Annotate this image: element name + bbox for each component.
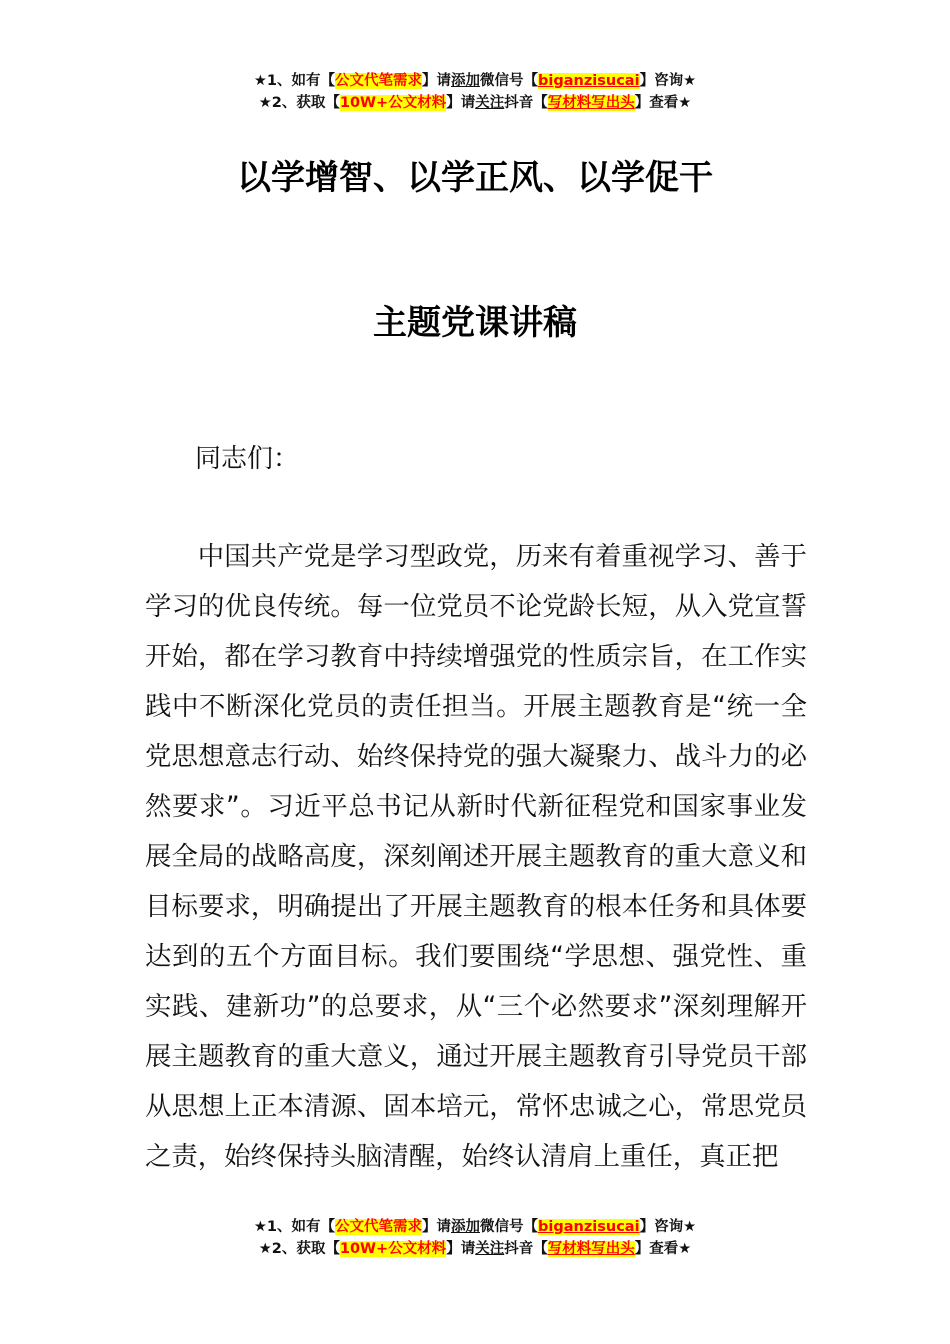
emphasis-follow: 关注 bbox=[475, 1241, 505, 1257]
highlight-materials: 10W+公文材料 bbox=[339, 95, 447, 111]
emphasis-add: 添加 bbox=[451, 73, 481, 89]
emphasis-follow: 关注 bbox=[475, 95, 505, 111]
banner-text: 】咨询★ bbox=[639, 1219, 697, 1235]
emphasis-add: 添加 bbox=[451, 1219, 481, 1235]
douyin-account[interactable]: 写材料写出头 bbox=[547, 95, 635, 111]
highlight-materials: 10W+公文材料 bbox=[339, 1241, 447, 1257]
banner-text: 】请 bbox=[422, 73, 452, 89]
banner-line-1 bbox=[0, 1216, 950, 1238]
banner-text: 】查看★ bbox=[634, 95, 692, 111]
highlight-service: 公文代笔需求 bbox=[335, 1219, 423, 1235]
wechat-id[interactable]: biganzisucai bbox=[538, 1219, 640, 1235]
banner-text: 】咨询★ bbox=[639, 73, 697, 89]
banner-text: ★1、如有【 bbox=[253, 1219, 336, 1235]
banner-text: 抖音【 bbox=[504, 95, 548, 111]
document-subtitle: 主题党课讲稿 bbox=[373, 303, 577, 343]
banner-text: 抖音【 bbox=[504, 1241, 548, 1257]
banner-text: 微信号【 bbox=[480, 73, 539, 89]
banner-line-1 bbox=[0, 70, 950, 92]
footer-banner bbox=[0, 1216, 950, 1260]
banner-line-2 bbox=[0, 92, 950, 114]
banner-text: ★2、获取【 bbox=[258, 95, 340, 111]
banner-text: 】查看★ bbox=[634, 1241, 692, 1257]
banner-text: 】请 bbox=[446, 95, 476, 111]
banner-text: ★1、如有【 bbox=[253, 73, 336, 89]
banner-text: ★2、获取【 bbox=[258, 1241, 340, 1257]
banner-text: 】请 bbox=[446, 1241, 476, 1257]
highlight-service: 公文代笔需求 bbox=[335, 73, 423, 89]
banner-text: 微信号【 bbox=[480, 1219, 539, 1235]
banner-text: 】请 bbox=[422, 1219, 452, 1235]
document-title: 以学增智、以学正风、以学促干 bbox=[237, 158, 713, 198]
salutation: 同志们： bbox=[195, 444, 300, 474]
banner-line-2 bbox=[0, 1238, 950, 1260]
wechat-id[interactable]: biganzisucai bbox=[538, 73, 640, 89]
header-banner bbox=[0, 70, 950, 114]
douyin-account[interactable]: 写材料写出头 bbox=[547, 1241, 635, 1257]
body-paragraph: 中国共产党是学习型政党，历来有着重视学习、善于学习的优良传统。每一位党员不论党龄长短，从入党宣誓开始，都在学习教育中持续增强党的性质宗旨，在工作实践中不断深化党员的责任担当。开展主题教育是“统一全党思想意志行动、始终保持党的强大凝聚力、战斗力的必然要求”。习近平总书记从新时代新征程党和国家事业发展全局的战略高度，深刻阐述开展主题教育的重大意义和目标要求，明确提出了开展主题教育的根本任务和具体要达到的五个方面目标。我们要围绕“学思想、强党性、重实践、建新功”的总要求，从“三个必然要求”深刻理解开展主题教育的重大意义，通过开展主题教育引导党员干部从思想上正本清源、固本培元，常怀忠诚之心，常思党员之责，始终保持头脑清醒，始终认清肩上重任，真正把 bbox=[145, 541, 807, 1172]
